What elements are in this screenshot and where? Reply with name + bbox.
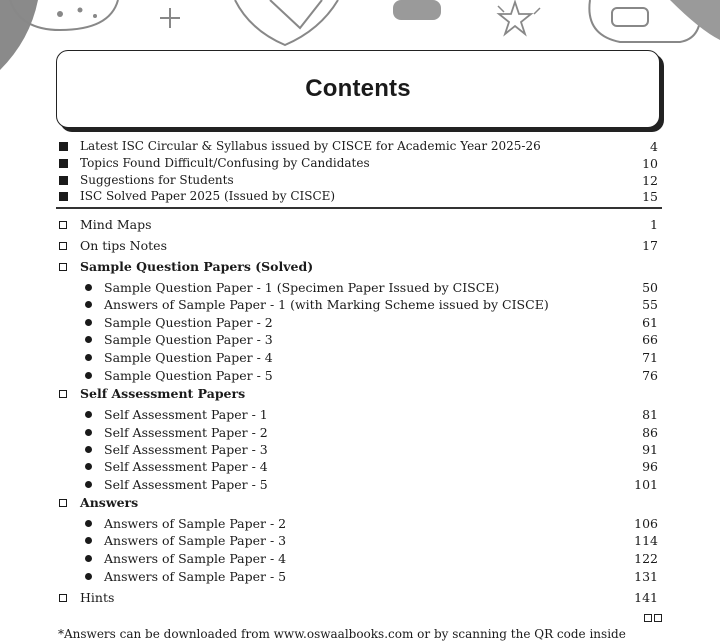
- toc-page-number: 106: [634, 516, 658, 531]
- box-bullet-icon: [59, 242, 67, 250]
- dot-bullet-icon: [85, 429, 92, 436]
- toc-page-number: 66: [642, 332, 658, 347]
- toc-item-sap-1[interactable]: [0, 406, 720, 423]
- dot-bullet-icon: [85, 573, 92, 580]
- square-bullet-icon: [59, 142, 68, 151]
- toc-item-sap-5[interactable]: [0, 476, 720, 493]
- toc-item-text: Sample Question Paper - 5: [104, 368, 273, 383]
- toc-item-solved-paper[interactable]: [0, 188, 720, 205]
- toc-item-text: On tips Notes: [80, 238, 167, 253]
- dot-bullet-icon: [85, 319, 92, 326]
- dot-bullet-icon: [85, 411, 92, 418]
- toc-item-text: Hints: [80, 590, 115, 605]
- toc-page-number: 122: [634, 551, 658, 566]
- box-bullet-icon: [59, 390, 67, 398]
- toc-item-text: Topics Found Difficult/Confusing by Candidates: [80, 156, 370, 170]
- toc-item-text: Self Assessment Paper - 3: [104, 442, 268, 457]
- toc-page-number: 86: [642, 425, 658, 440]
- toc-page-number: 55: [642, 297, 658, 312]
- toc-item-text: Answers of Sample Paper - 1 (with Marking Scheme issued by CISCE): [104, 297, 549, 312]
- box-bullet-icon: [59, 221, 67, 229]
- toc-page-number: 81: [642, 407, 658, 422]
- section-answers[interactable]: [0, 494, 720, 511]
- toc-page-number: 91: [642, 442, 658, 457]
- toc-page-number: 17: [642, 238, 658, 253]
- toc-page-number: 61: [642, 315, 658, 330]
- section-self-assessment[interactable]: [0, 385, 720, 402]
- toc-item-text: Self Assessment Paper - 4: [104, 459, 268, 474]
- toc-item-on-tips[interactable]: [0, 237, 720, 254]
- section-sample-papers[interactable]: [0, 258, 720, 275]
- title-box: [56, 50, 660, 128]
- toc-item-answers-sqp-1[interactable]: [0, 296, 720, 313]
- toc-item-text: Answers of Sample Paper - 5: [104, 569, 287, 584]
- footnote: *Answers can be downloaded from www.oswaalbooks.com or by scanning the QR code inside: [58, 627, 626, 641]
- page-title: Contents: [305, 75, 411, 102]
- toc-item-text: Answers of Sample Paper - 2: [104, 516, 287, 531]
- dot-bullet-icon: [85, 463, 92, 470]
- toc-item-circular[interactable]: [0, 138, 720, 155]
- toc-page-number: 114: [634, 533, 658, 548]
- square-bullet-icon: [59, 192, 68, 201]
- toc-page-number: 10: [642, 156, 658, 171]
- toc-item-hints[interactable]: [0, 589, 720, 606]
- toc-page-number: 4: [650, 139, 658, 154]
- section-heading: Self Assessment Papers: [80, 386, 246, 401]
- divider: [56, 207, 662, 209]
- dot-bullet-icon: [85, 336, 92, 343]
- toc-item-sap-3[interactable]: [0, 441, 720, 458]
- toc-item-text: Self Assessment Paper - 2: [104, 425, 268, 440]
- toc-page-number: 71: [642, 350, 658, 365]
- box-bullet-icon: [59, 499, 67, 507]
- end-marker-icon: [644, 614, 664, 625]
- dot-bullet-icon: [85, 372, 92, 379]
- toc-item-text: Mind Maps: [80, 217, 152, 232]
- toc-item-sap-2[interactable]: [0, 424, 720, 441]
- toc-page-number: 131: [634, 569, 658, 584]
- toc-item-text: Answers of Sample Paper - 4: [104, 551, 287, 566]
- dot-bullet-icon: [85, 446, 92, 453]
- toc-item-suggestions[interactable]: [0, 172, 720, 189]
- toc-page-number: 50: [642, 280, 658, 295]
- toc-item-sqp-2[interactable]: [0, 314, 720, 331]
- toc-item-sap-4[interactable]: [0, 458, 720, 475]
- toc-page-number: 12: [642, 173, 658, 188]
- toc-item-text: Sample Question Paper - 3: [104, 332, 273, 347]
- toc-item-sqp-4[interactable]: [0, 349, 720, 366]
- toc-page-number: 15: [642, 189, 658, 204]
- toc-item-sqp-1[interactable]: [0, 279, 720, 296]
- toc-item-mind-maps[interactable]: [0, 216, 720, 233]
- toc-item-difficult-topics[interactable]: [0, 155, 720, 172]
- toc-item-text: Latest ISC Circular & Syllabus issued by CISCE for Academic Year 2025-26: [80, 139, 541, 153]
- dot-bullet-icon: [85, 555, 92, 562]
- toc-item-text: Sample Question Paper - 4: [104, 350, 273, 365]
- toc-item-sqp-5[interactable]: [0, 367, 720, 384]
- toc-page-number: 1: [650, 217, 658, 232]
- toc-item-sqp-3[interactable]: [0, 331, 720, 348]
- toc-page-number: 141: [634, 590, 658, 605]
- toc-item-text: ISC Solved Paper 2025 (Issued by CISCE): [80, 189, 336, 203]
- box-bullet-icon: [59, 594, 67, 602]
- toc-item-answers-sp-2[interactable]: [0, 515, 720, 532]
- dot-bullet-icon: [85, 481, 92, 488]
- section-heading: Sample Question Papers (Solved): [80, 259, 314, 274]
- toc-item-answers-sp-3[interactable]: [0, 532, 720, 549]
- section-heading: Answers: [80, 495, 139, 510]
- toc-item-text: Sample Question Paper - 2: [104, 315, 273, 330]
- toc-item-text: Sample Question Paper - 1 (Specimen Paper Issued by CISCE): [104, 280, 500, 295]
- dot-bullet-icon: [85, 284, 92, 291]
- square-bullet-icon: [59, 159, 68, 168]
- toc-item-answers-sp-5[interactable]: [0, 568, 720, 585]
- dot-bullet-icon: [85, 301, 92, 308]
- toc-item-answers-sp-4[interactable]: [0, 550, 720, 567]
- toc-page-number: 76: [642, 368, 658, 383]
- toc-item-text: Suggestions for Students: [80, 173, 234, 187]
- toc-item-text: Self Assessment Paper - 1: [104, 407, 268, 422]
- toc-item-text: Self Assessment Paper - 5: [104, 477, 268, 492]
- dot-bullet-icon: [85, 520, 92, 527]
- box-bullet-icon: [59, 263, 67, 271]
- dot-bullet-icon: [85, 537, 92, 544]
- dot-bullet-icon: [85, 354, 92, 361]
- toc-page-number: 96: [642, 459, 658, 474]
- toc-item-text: Answers of Sample Paper - 3: [104, 533, 287, 548]
- square-bullet-icon: [59, 176, 68, 185]
- toc-page-number: 101: [634, 477, 658, 492]
